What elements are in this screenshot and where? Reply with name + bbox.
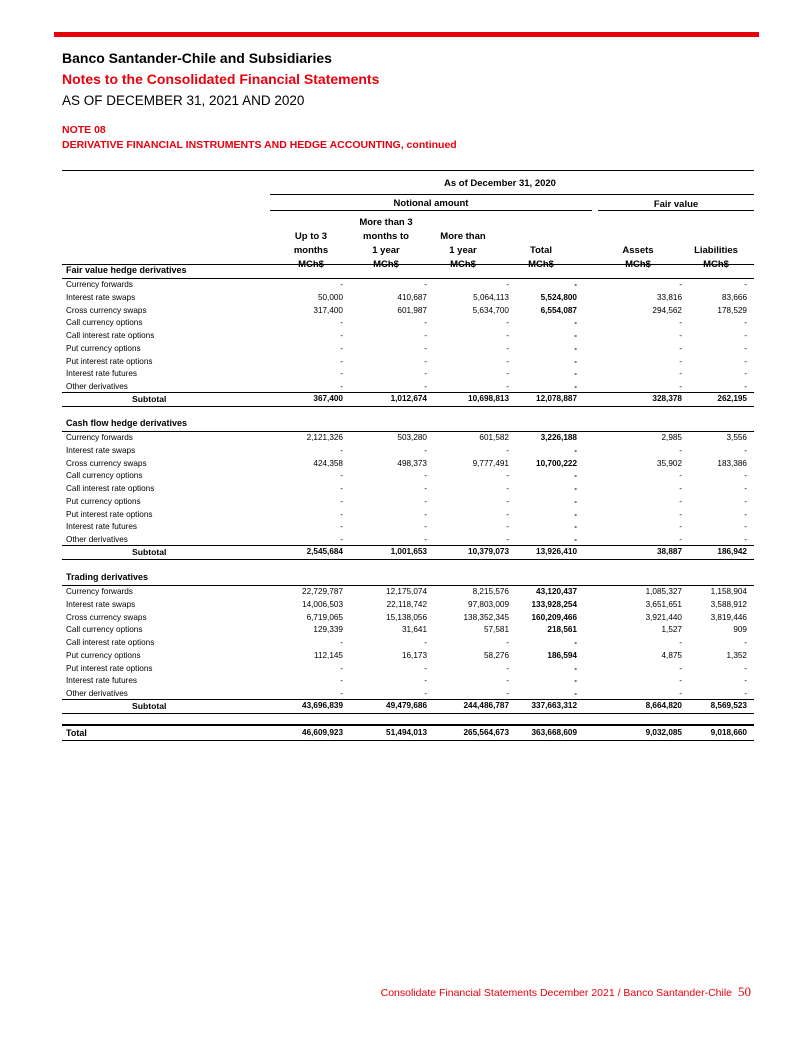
cell-value: - [506,663,509,673]
column-header-line: months [293,245,329,256]
column-header-line: Assets [622,245,654,256]
cell-value: - [340,280,343,289]
cell-value: - [574,318,577,328]
column-header-line: Total [530,245,552,256]
row-label: Put currency options [66,650,141,660]
row-label: Currency forwards [66,587,133,596]
cell-value: - [340,318,343,328]
column-header-line: 1 year [372,245,400,256]
cell-value: 410,687 [397,292,427,302]
cell-value: - [340,382,343,391]
cell-value: 16,173 [401,650,427,660]
table-row [66,586,753,598]
row-label: Put interest rate options [66,509,153,519]
cell-value: 5,634,700 [472,305,509,315]
cell-value: 328,378 [652,394,682,403]
cell-value: 601,987 [397,305,427,315]
cell-value: 503,280 [397,433,427,442]
table-row [66,612,753,624]
cell-value: - [424,496,427,506]
cell-value: 262,195 [717,394,747,403]
row-label: Call currency options [66,625,143,635]
cell-value: - [340,471,343,481]
cell-value: - [340,638,343,647]
row-label: Cross currency swaps [66,305,147,315]
cell-value: - [679,522,682,532]
fair-value-header: Fair value [653,199,699,210]
cell-value: 10,698,813 [468,394,509,403]
cell-value: - [340,343,343,353]
document-subtitle: Notes to the Consolidated Financial Statements [62,71,380,87]
cell-value: - [574,522,577,532]
cell-value: 498,373 [397,458,427,468]
cell-value: 12,078,887 [536,394,577,403]
row-label: Currency forwards [66,280,133,289]
cell-value: - [340,522,343,532]
cell-value: - [340,689,343,698]
cell-value: - [679,496,682,506]
cell-value: - [574,509,577,519]
cell-value: 363,668,609 [531,728,577,737]
cell-value: 9,777,491 [472,458,509,468]
row-label: Put currency options [66,343,141,353]
cell-value: 337,663,312 [531,701,577,710]
cell-value: 244,486,787 [463,701,509,710]
cell-value: 57,581 [483,625,509,635]
cell-value: 10,700,222 [536,458,577,468]
cell-value: 1,527 [661,625,682,635]
cell-value: 3,651,651 [645,599,682,609]
cell-value: - [574,535,577,544]
cell-value: - [506,445,509,455]
cell-value: - [744,535,747,544]
row-label: Currency forwards [66,433,133,442]
table-row [66,330,753,342]
table-row [66,663,753,675]
cell-value: - [744,484,747,493]
table-row [66,445,753,457]
period-rule [270,194,754,195]
table-row [66,356,753,368]
cell-value: - [744,689,747,698]
cell-value: - [506,343,509,353]
cell-value: - [679,689,682,698]
row-label: Call interest rate options [66,638,155,647]
table-row [66,675,753,687]
cell-value: - [340,484,343,493]
row-label: Interest rate swaps [66,599,136,609]
period-header: As of December 31, 2020 [444,178,556,189]
cell-value: - [574,356,577,366]
cell-value: 1,012,674 [390,394,427,403]
note-title: DERIVATIVE FINANCIAL INSTRUMENTS AND HEDGE ACCOUNTING, continued [62,139,457,151]
cell-value: - [744,676,747,686]
cell-value: 265,564,673 [463,728,509,737]
cell-value: 183,386 [717,458,747,468]
table-top-rule [62,170,754,171]
table-row [66,637,753,649]
cell-value: - [744,382,747,391]
cell-value: 112,145 [314,650,343,660]
cell-value: - [679,535,682,544]
cell-value: - [424,663,427,673]
page-footer [381,984,751,1000]
cell-value: 43,120,437 [536,587,577,596]
row-label: Interest rate futures [66,369,137,379]
column-header-line: 1 year [449,245,477,256]
row-label: Other derivatives [66,689,128,698]
cell-value: 15,138,056 [386,612,427,622]
cell-value: 3,819,446 [710,612,747,622]
cell-value: - [679,356,682,366]
row-label: Call currency options [66,471,143,481]
cell-value: - [574,382,577,391]
cell-value: - [424,382,427,391]
table-row [66,292,753,304]
cell-value: - [679,331,682,340]
cell-value: - [679,471,682,481]
cell-value: 43,696,839 [302,701,343,710]
cell-value: - [424,509,427,519]
table-row [66,279,753,291]
section-title [66,264,753,276]
cell-value: - [574,689,577,698]
cell-value: 133,928,254 [531,599,577,609]
cell-value: - [506,331,509,340]
row-label: Cash flow hedge derivatives [66,418,188,428]
cell-value: 1,085,327 [645,587,682,596]
notional-rule [270,210,592,211]
cell-value: - [744,509,747,519]
cell-value: - [424,318,427,328]
column-header-line: Liabilities [694,245,738,256]
cell-value: 14,006,503 [302,599,343,609]
cell-value: - [574,471,577,481]
subtotal-row [66,700,753,712]
column-header-line: MCh$ [373,259,399,270]
row-label: Put interest rate options [66,663,153,673]
cell-value: 58,276 [483,650,509,660]
cell-value: 5,524,800 [540,292,577,302]
total-row [66,727,753,739]
cell-value: 12,175,074 [386,587,427,596]
cell-value: 601,582 [479,433,509,442]
cell-value: 178,529 [717,305,747,315]
cell-value: - [340,331,343,340]
cell-value: - [340,445,343,455]
row-label: Call interest rate options [66,484,155,493]
cell-value: - [744,471,747,481]
subtotal-bottom-rule [62,406,754,407]
cell-value: - [744,318,747,328]
cell-value: 35,902 [656,458,682,468]
cell-value: - [506,471,509,481]
cell-value: 9,032,085 [645,728,682,737]
cell-value: 6,719,065 [306,612,343,622]
cell-value: - [424,343,427,353]
subtotal-row [66,393,753,405]
top-red-bar [54,32,759,37]
row-label: Other derivatives [66,382,128,391]
cell-value: - [506,522,509,532]
cell-value: 4,875 [661,650,682,660]
cell-value: 186,594 [547,650,577,660]
cell-value: 2,985 [661,433,682,442]
row-label: Call currency options [66,318,143,328]
cell-value: - [424,535,427,544]
cell-value: - [744,638,747,647]
cell-value: 83,666 [721,292,747,302]
section-title [66,571,753,583]
cell-value: 97,803,009 [468,599,509,609]
cell-value: - [679,382,682,391]
cell-value: - [574,676,577,686]
cell-value: 38,887 [656,547,682,556]
cell-value: - [679,445,682,455]
column-header-line: MCh$ [450,259,476,270]
row-label: Call interest rate options [66,331,155,340]
cell-value: - [679,638,682,647]
cell-value: 129,339 [313,625,343,635]
cell-value: - [574,638,577,647]
cell-value: - [744,369,747,379]
row-label: Interest rate swaps [66,445,136,455]
cell-value: - [574,369,577,379]
row-label: Cross currency swaps [66,612,147,622]
cell-value: - [679,484,682,493]
cell-value: - [744,663,747,673]
cell-value: 31,641 [401,625,427,635]
cell-value: - [424,331,427,340]
row-label: Cross currency swaps [66,458,147,468]
cell-value: 5,064,113 [473,292,509,302]
cell-value: - [424,445,427,455]
cell-value: - [340,663,343,673]
cell-value: 3,556 [726,433,747,442]
cell-value: - [574,663,577,673]
cell-value: 8,215,576 [472,587,509,596]
subtotal-bottom-rule [62,559,754,560]
cell-value: - [744,356,747,366]
company-title: Banco Santander-Chile and Subsidiaries [62,50,332,66]
column-header-line: MCh$ [298,259,324,270]
cell-value: - [744,280,747,289]
cell-value: - [424,280,427,289]
row-label: Interest rate futures [66,676,137,686]
column-header-line: More than [440,231,486,242]
cell-value: - [340,676,343,686]
cell-value: - [340,535,343,544]
cell-value: 317,400 [313,305,343,315]
cell-value: - [679,509,682,519]
cell-value: 10,379,073 [468,547,509,556]
cell-value: 2,545,684 [306,547,343,556]
cell-value: 294,562 [652,305,682,315]
cell-value: - [679,318,682,328]
total-top-rule [62,724,754,726]
table-row [66,432,753,444]
cell-value: - [424,522,427,532]
cell-value: - [424,638,427,647]
cell-value: 13,926,410 [536,547,577,556]
table-row [66,599,753,611]
cell-value: 8,569,523 [710,701,747,710]
cell-value: - [340,356,343,366]
cell-value: - [574,343,577,353]
cell-value: 3,921,440 [645,612,682,622]
table-row [66,458,753,470]
cell-value: - [506,509,509,519]
subtotal-row [66,546,753,558]
cell-value: - [574,331,577,340]
cell-value: - [679,663,682,673]
page-number: 50 [738,984,751,999]
table-row [66,496,753,508]
column-header-line: MCh$ [528,259,554,270]
cell-value: - [506,318,509,328]
cell-value: - [424,356,427,366]
cell-value: 3,588,912 [710,599,747,609]
cell-value: - [679,369,682,379]
column-header-line: MCh$ [625,259,651,270]
table-row [66,343,753,355]
table-row [66,624,753,636]
cell-value: 33,816 [656,292,682,302]
section-title [66,417,753,429]
cell-value: - [744,445,747,455]
cell-value: 218,561 [547,625,577,635]
table-row [66,470,753,482]
cell-value: - [744,331,747,340]
column-header-line: More than 3 [359,217,413,228]
row-label: Put currency options [66,496,141,506]
cell-value: - [424,369,427,379]
cell-value: 424,358 [313,458,343,468]
notional-header: Notional amount [393,198,469,209]
cell-value: - [424,689,427,698]
cell-value: 46,609,923 [302,728,343,737]
cell-value: - [506,382,509,391]
cell-value: - [506,356,509,366]
row-label: Interest rate futures [66,522,137,532]
cell-value: - [340,509,343,519]
cell-value: 160,209,466 [531,612,577,622]
table-row [66,305,753,317]
table-row [66,521,753,533]
cell-value: - [506,484,509,493]
cell-value: - [679,280,682,289]
cell-value: - [506,496,509,506]
cell-value: - [340,369,343,379]
cell-value: 367,400 [313,394,343,403]
cell-value: 50,000 [317,292,343,302]
row-label: Interest rate swaps [66,292,136,302]
note-number: NOTE 08 [62,124,106,136]
cell-value: - [744,496,747,506]
row-label: Total [66,728,87,738]
cell-value: - [340,496,343,506]
cell-value: 186,942 [717,547,747,556]
cell-value: - [506,676,509,686]
table-row [66,483,753,495]
row-label: Subtotal [132,394,167,404]
cell-value: 1,001,653 [390,547,427,556]
cell-value: - [424,484,427,493]
cell-value: 909 [733,625,747,635]
row-label: Other derivatives [66,535,128,544]
cell-value: - [744,522,747,532]
cell-value: - [574,280,577,289]
cell-value: 6,554,087 [540,305,577,315]
cell-value: 8,664,820 [645,701,682,710]
cell-value: 1,352 [726,650,747,660]
table-row [66,650,753,662]
column-header-line: Up to 3 [294,231,328,242]
fair-value-rule [598,210,754,211]
table-row [66,368,753,380]
cell-value: - [506,535,509,544]
table-row [66,509,753,521]
cell-value: - [506,638,509,647]
cell-value: 51,494,013 [386,728,427,737]
date-line: AS OF DECEMBER 31, 2021 AND 2020 [62,93,305,108]
row-label: Trading derivatives [66,572,149,582]
cell-value: - [574,496,577,506]
cell-value: - [744,343,747,353]
cell-value: 3,226,188 [540,433,577,442]
column-header-line: MCh$ [703,259,729,270]
row-label: Fair value hedge derivatives [66,265,187,275]
cell-value: 1,158,904 [710,587,747,596]
row-label: Put interest rate options [66,356,153,366]
footer-text: Consolidate Financial Statements December 2021 / Banco Santander-Chile [380,987,732,999]
cell-value: - [506,369,509,379]
cell-value: - [574,484,577,493]
table-row [66,317,753,329]
cell-value: - [506,280,509,289]
cell-value: 138,352,345 [463,612,509,622]
cell-value: - [424,676,427,686]
cell-value: - [574,445,577,455]
cell-value: - [424,471,427,481]
column-header-line: months to [363,231,409,242]
total-bottom-rule [62,740,754,741]
row-label: Subtotal [132,701,167,711]
cell-value: 49,479,686 [386,701,427,710]
cell-value: - [679,343,682,353]
cell-value: 22,729,787 [302,587,343,596]
row-label: Subtotal [132,547,167,557]
cell-value: 2,121,326 [306,433,343,442]
subtotal-bottom-rule [62,713,754,714]
cell-value: - [506,689,509,698]
cell-value: 9,018,660 [710,728,747,737]
cell-value: - [679,676,682,686]
cell-value: 22,118,742 [386,599,427,609]
